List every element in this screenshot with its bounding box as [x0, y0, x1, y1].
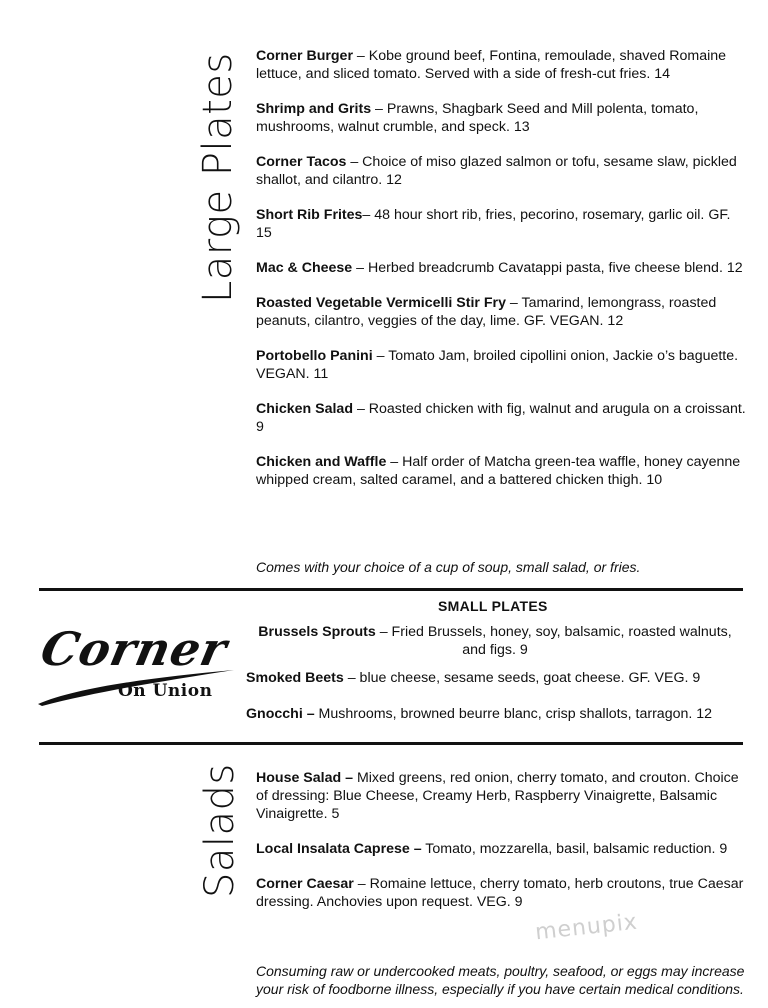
menu-item	[256, 47, 746, 83]
item-description: – Romaine lettuce, cherry tomato, herb croutons, true Caesar dressing. Anchovies upon request. VEG. 9	[256, 876, 744, 910]
item-description: – Tamarind, lemongrass, roasted peanuts, cilantro, veggies of the day, lime. GF. VEGAN. 12	[256, 295, 717, 329]
menu-item	[246, 669, 740, 687]
item-description: – 48 hour short rib, fries, pecorino, rosemary, garlic oil. GF. 15	[256, 207, 731, 241]
item-name: Short Rib Frites	[256, 207, 363, 223]
item-name: Portobello Panini	[256, 348, 373, 364]
menu-item	[250, 623, 740, 659]
salads-section	[256, 769, 746, 928]
salads-heading: Salads	[197, 763, 243, 898]
menu-item	[256, 100, 746, 136]
item-description: – Herbed breadcrumb Cavatappi pasta, five cheese blend. 12	[352, 260, 743, 276]
item-description: – Roasted chicken with fig, walnut and arugula on a croissant. 9	[256, 401, 746, 435]
menu-item	[256, 840, 746, 858]
item-name: Mac & Cheese	[256, 260, 353, 276]
item-name: Chicken Salad	[256, 401, 353, 417]
menu-item	[256, 875, 746, 911]
restaurant-logo	[36, 618, 246, 718]
menu-item	[246, 705, 740, 723]
item-name: Smoked Beets	[246, 670, 344, 686]
item-name: Local Insalata Caprese –	[256, 841, 422, 857]
divider	[39, 588, 743, 591]
menu-item	[256, 294, 746, 330]
menu-item	[256, 153, 746, 189]
menu-item	[256, 453, 746, 489]
item-description: Mixed greens, red onion, cherry tomato, and crouton. Choice of dressing: Blue Cheese, Creamy Herb, Raspberry Vinaigrette, Balsamic Vinaigrette. 5	[256, 770, 739, 822]
item-name: Corner Caesar	[256, 876, 354, 892]
sides-note: Comes with your choice of a cup of soup, small salad, or fries.	[256, 559, 641, 575]
item-description: Mushrooms, browned beurre blanc, crisp shallots, tarragon. 12	[314, 706, 713, 722]
item-name: Corner Burger	[256, 48, 353, 64]
item-description: – Half order of Matcha green-tea waffle, honey cayenne whipped cream, salted caramel, and a battered chicken thigh. 10	[256, 454, 741, 488]
watermark: menupix	[533, 909, 639, 946]
menu-item	[256, 259, 746, 277]
logo-subtitle: On Union	[118, 681, 213, 701]
item-name: Shrimp and Grits	[256, 101, 372, 117]
menu-item	[256, 347, 746, 383]
small-plates-heading: SMALL PLATES	[438, 598, 548, 614]
item-name: Corner Tacos	[256, 154, 347, 170]
item-description: – Fried Brussels, honey, soy, balsamic, roasted walnuts, and figs. 9	[375, 624, 732, 658]
item-description: – Prawns, Shagbark Seed and Mill polenta, tomato, mushrooms, walnut crumble, and speck. 13	[256, 101, 699, 135]
large-plates-heading: Large Plates	[195, 52, 241, 303]
menu-item	[256, 400, 746, 436]
menu-item	[256, 769, 746, 823]
item-name: Chicken and Waffle	[256, 454, 387, 470]
item-description: – Kobe ground beef, Fontina, remoulade, shaved Romaine lettuce, and sliced tomato. Served with a side of fresh-cut fries. 14	[256, 48, 727, 82]
item-name: Brussels Sprouts	[258, 624, 376, 640]
item-name: Roasted Vegetable Vermicelli Stir Fry	[256, 295, 506, 311]
item-description: Tomato, mozzarella, basil, balsamic reduction. 9	[421, 841, 728, 857]
divider	[39, 742, 743, 745]
menu-item	[256, 206, 746, 242]
foodborne-illness-warning: Consuming raw or undercooked meats, poultry, seafood, or eggs may increase your risk of foodborne illness, especially if you have certain medical conditions.	[256, 963, 745, 997]
item-description: – blue cheese, sesame seeds, goat cheese. GF. VEG. 9	[343, 670, 701, 686]
item-description: – Tomato Jam, broiled cipollini onion, Jackie o’s baguette. VEGAN. 11	[256, 348, 739, 382]
item-description: – Choice of miso glazed salmon or tofu, sesame slaw, pickled shallot, and cilantro. 12	[256, 154, 737, 188]
logo-script-text: Corner	[36, 622, 233, 676]
item-name: House Salad –	[256, 770, 353, 786]
large-plates-section	[256, 47, 746, 506]
item-name: Gnocchi –	[246, 706, 315, 722]
